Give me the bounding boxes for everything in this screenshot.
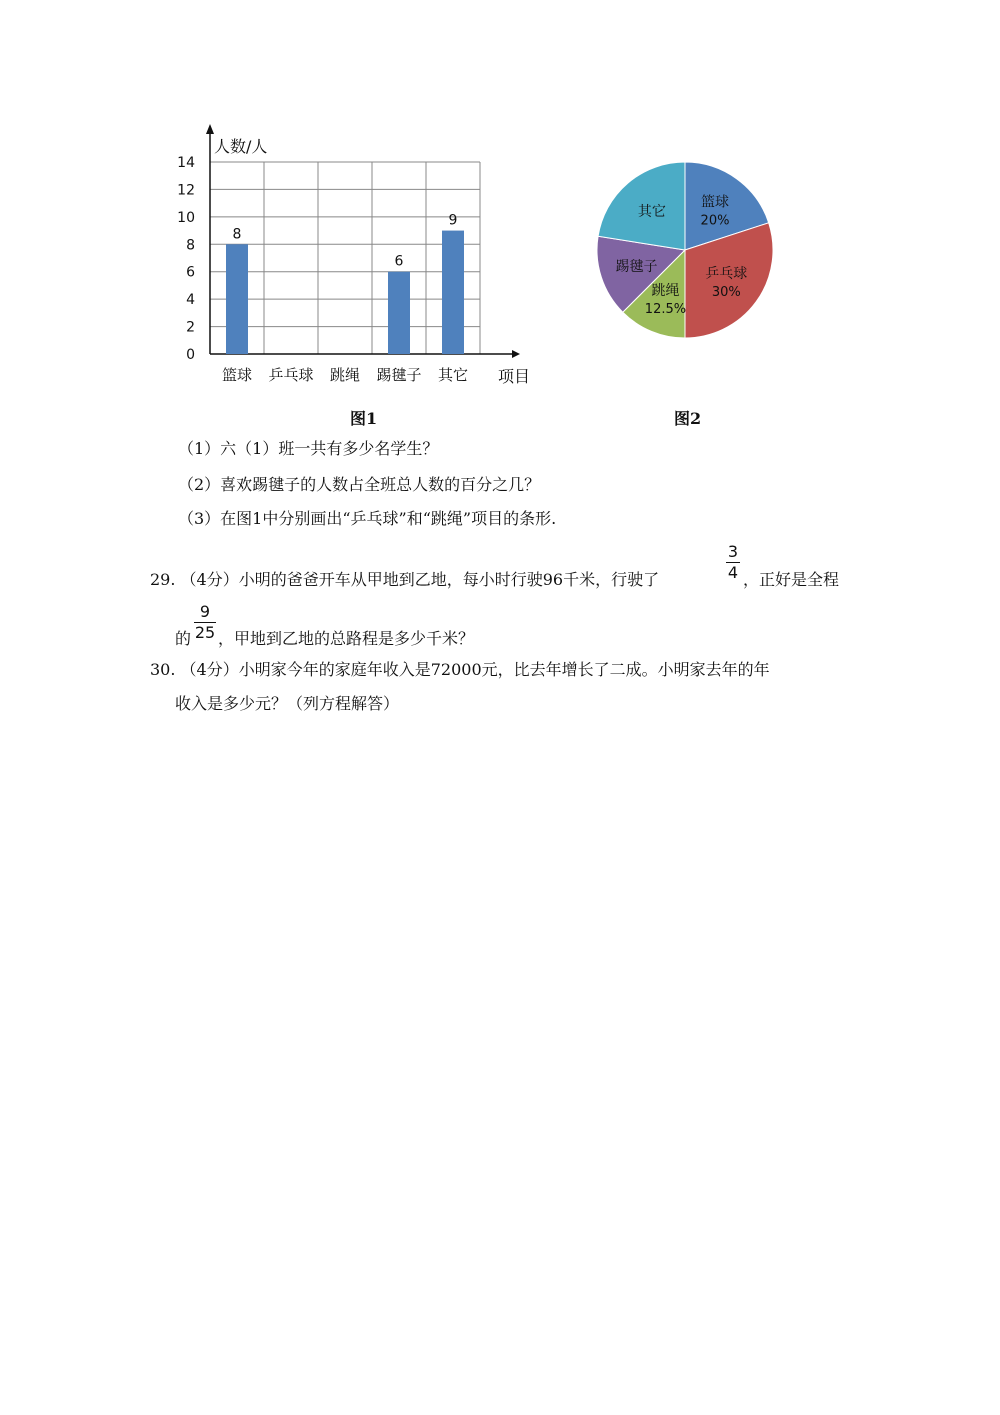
bar-series [226,213,464,354]
pie-value-label: 30% [711,285,741,301]
data-label: 8 [232,226,242,243]
bar-0 [226,244,248,354]
figure-2-caption: 图2 [674,409,702,428]
pie-label: 乒乓球 [705,266,748,283]
y-axis-label: 人数/人 [214,137,268,156]
y-tick-label: 2 [186,319,195,336]
x-tick-label: 踢毽子 [376,366,422,384]
question-3: （3）在图1中分别画出“乒乓球”和“跳绳”项目的条形. [178,509,557,528]
chart-grid [210,162,480,354]
x-tick-label: 乒乓球 [268,366,314,384]
y-tick-label: 14 [177,155,195,171]
y-axis-arrow [206,124,214,134]
pie-value-label: 12.5% [644,302,687,318]
problem-30-points: （4分） [180,660,239,679]
problem-30-text-line-1: 小明家今年的家庭年收入是72000元，比去年增长了二成。小明家去年的年 [238,660,770,679]
y-tick-label: 6 [186,264,195,281]
problem-29-points: （4分） [180,570,239,589]
data-label: 6 [394,253,404,270]
problem-29-text-a: 小明的爸爸开车从甲地到乙地，每小时行驶96千米，行驶了 [238,570,660,589]
y-tick-label: 4 [186,292,195,309]
y-tick-label: 8 [186,237,195,254]
x-axis-arrow [512,350,520,358]
x-tick-label: 篮球 [221,366,253,384]
y-tick-label: 0 [186,347,195,363]
question-1: （1）六（1）班一共有多少名学生？ [178,439,439,458]
y-tick-label: 12 [177,182,195,199]
problem-30-number: 30. [150,660,176,679]
fraction-three-quarters [726,543,740,582]
figure-1-caption: 图1 [350,409,378,428]
pie-label: 跳绳 [651,283,680,300]
x-axis-label: 项目 [498,367,531,386]
fraction-denominator: 4 [727,563,739,582]
data-label: 9 [448,212,458,229]
problem-29-line-2-b: ，甲地到乙地的总路程是多少千米？ [218,629,475,648]
x-tick-label: 其它 [437,366,469,384]
question-2: （2）喜欢踢毽子的人数占全班总人数的百分之几？ [178,475,541,494]
pie-value-label: 20% [700,213,730,229]
chart-axes [206,124,520,358]
bar-chart [160,120,540,395]
fraction-numerator: 9 [199,602,211,621]
x-tick-labels [222,366,468,384]
y-tick-labels [177,155,195,363]
x-tick-label: 跳绳 [329,366,361,384]
pie-chart [585,150,785,350]
problem-29-line-2-a: 的 [175,629,192,648]
bar-3 [388,272,410,354]
pie-label: 其它 [637,204,666,221]
fraction-denominator: 25 [194,623,216,642]
pie-label: 踢毽子 [615,258,658,275]
fraction-numerator: 3 [727,542,739,561]
fraction-nine-twentyfifths [194,603,216,642]
problem-30-line-2: 收入是多少元？（列方程解答） [175,694,400,713]
problem-30-line-1 [150,660,770,680]
bar-4 [442,231,464,354]
problem-29-number: 29. [150,570,176,589]
pie-label: 篮球 [701,194,730,211]
problem-29-line-1 [150,570,659,590]
problem-29-text-b: ，正好是全程 [743,570,840,589]
y-tick-label: 10 [177,209,195,226]
